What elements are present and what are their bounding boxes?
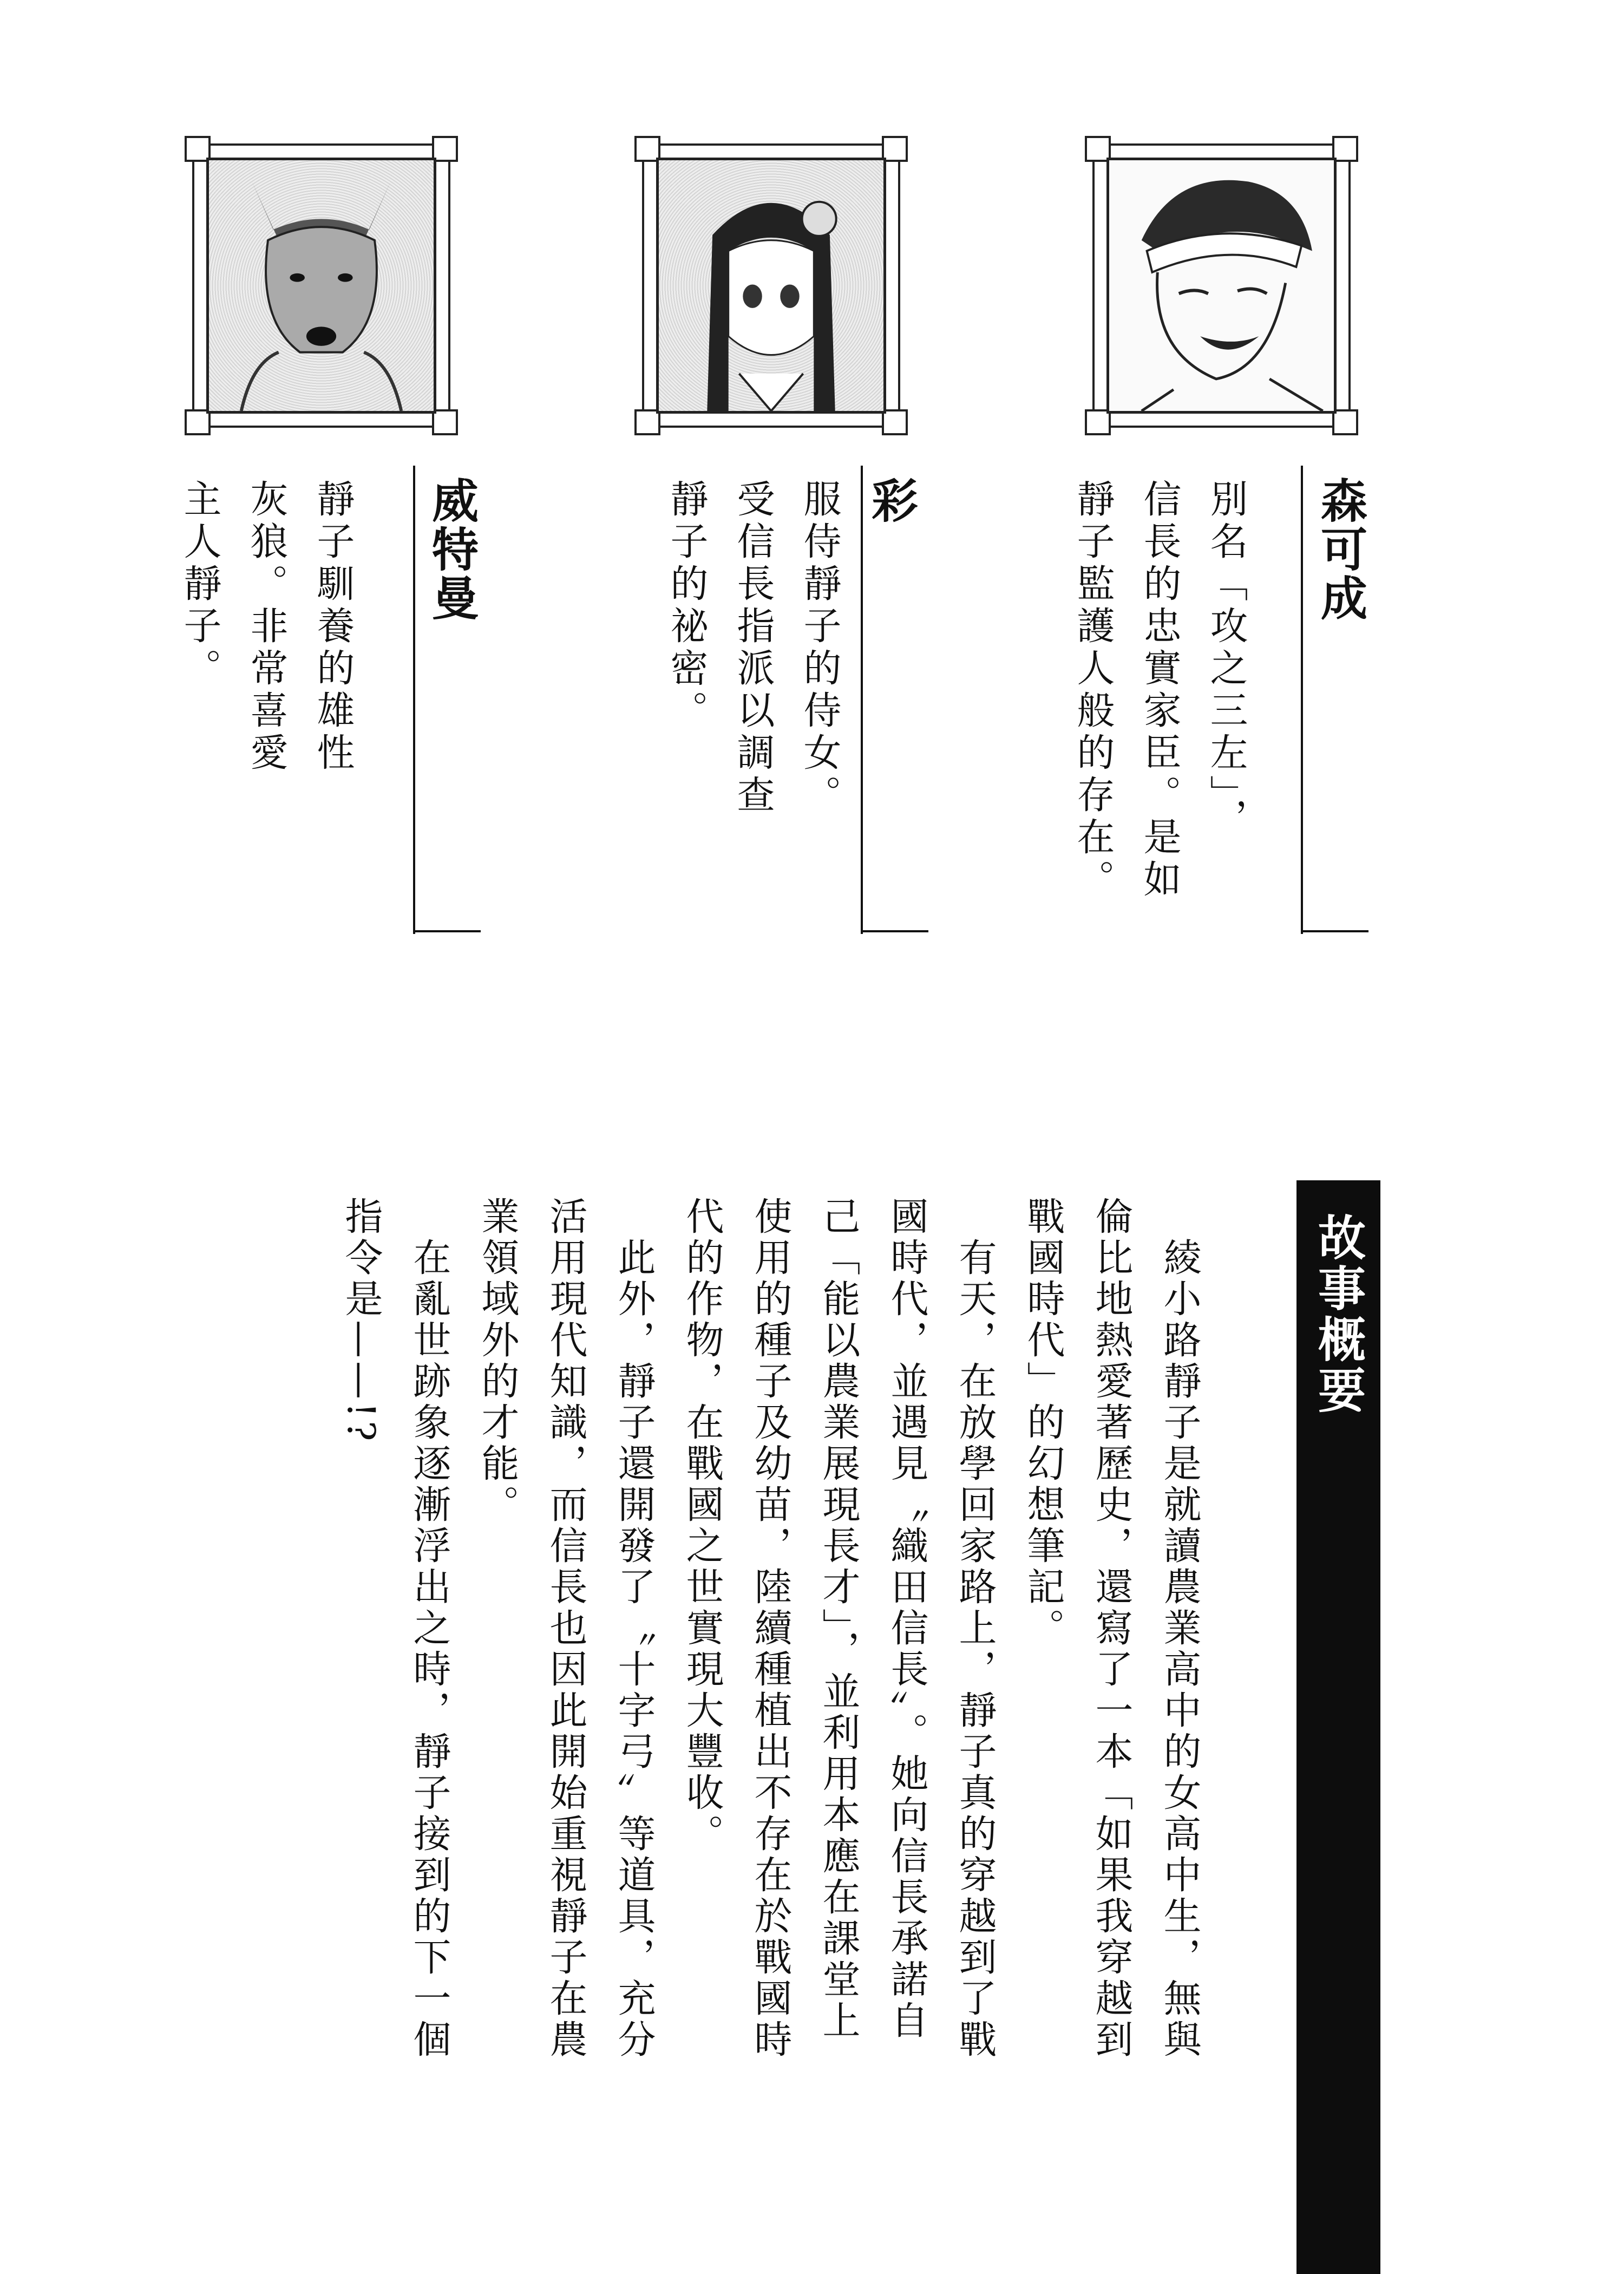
character-description [1059, 479, 1259, 901]
character-name: 彩 [863, 476, 918, 525]
story-line: 綾小路靜子是就讀農業高中的女高中生，無與 [1157, 1197, 1202, 2061]
portrait-image [206, 158, 436, 414]
girl-illustration [659, 160, 883, 411]
description-line: 靜子的祕密。 [664, 479, 709, 733]
divider-line [413, 466, 415, 934]
man-illustration [1109, 160, 1334, 411]
story-line: 國時代，並遇見〝織田信長〞。她向信長承諾自 [885, 1197, 929, 2042]
description-line: 靜子馴養的雄性 [311, 479, 355, 775]
description-line: 服侍靜子的侍女。 [797, 479, 842, 817]
story-line: 活用現代知識，而信長也因此開始重視靜子在農 [543, 1197, 588, 2061]
story-summary-text [327, 1197, 1214, 2061]
divider-line [413, 930, 481, 932]
story-title: 故事概要 [1311, 1213, 1366, 1416]
story-line: 己「能以農業展現長才」，並利用本應在課堂上 [816, 1197, 861, 2042]
character-name: 威特曼 [424, 476, 478, 623]
story-line: 此外，靜子還開發了〝十字弓〞等道具，充分 [612, 1197, 656, 2061]
character-name: 森可成 [1313, 476, 1367, 623]
portrait-wittmann [192, 143, 450, 428]
description-line: 靜子監護人般的存在。 [1071, 479, 1115, 901]
wolf-illustration [209, 160, 434, 411]
portrait-image [656, 158, 886, 414]
story-line: 代的作物，在戰國之世實現大豐收。 [680, 1197, 724, 1855]
divider-line [861, 466, 863, 934]
story-line: 使用的種子及幼苗，陸續種植出不存在於戰國時 [748, 1197, 793, 2061]
portrait-aya [642, 143, 900, 428]
divider-line [1301, 466, 1303, 934]
description-line: 受信長指派以調查 [731, 479, 775, 817]
story-line: 在亂世跡象逐漸浮出之時，靜子接到的下一個 [407, 1197, 451, 2061]
divider-line [1301, 930, 1368, 932]
description-line: 灰狼。非常喜愛 [244, 479, 289, 775]
portrait-mori-kanari [1092, 143, 1351, 428]
description-line: 別名「攻之三左」， [1204, 479, 1248, 840]
description-line: 信長的忠實家臣。是如 [1137, 479, 1182, 901]
story-line: 指令是——!? [339, 1197, 383, 1445]
story-line: 倫比地熱愛著歷史，還寫了一本「如果我穿越到 [1089, 1197, 1134, 2061]
character-description [653, 479, 853, 817]
story-line: 有天，在放學回家路上，靜子真的穿越到了戰 [953, 1197, 997, 2061]
character-description [166, 479, 366, 775]
description-line: 主人靜子。 [178, 479, 222, 690]
portrait-image [1106, 158, 1337, 414]
story-line: 戰國時代」的幻想筆記。 [1021, 1197, 1065, 1649]
story-line: 業領域外的才能。 [475, 1197, 520, 1526]
divider-line [861, 930, 928, 932]
